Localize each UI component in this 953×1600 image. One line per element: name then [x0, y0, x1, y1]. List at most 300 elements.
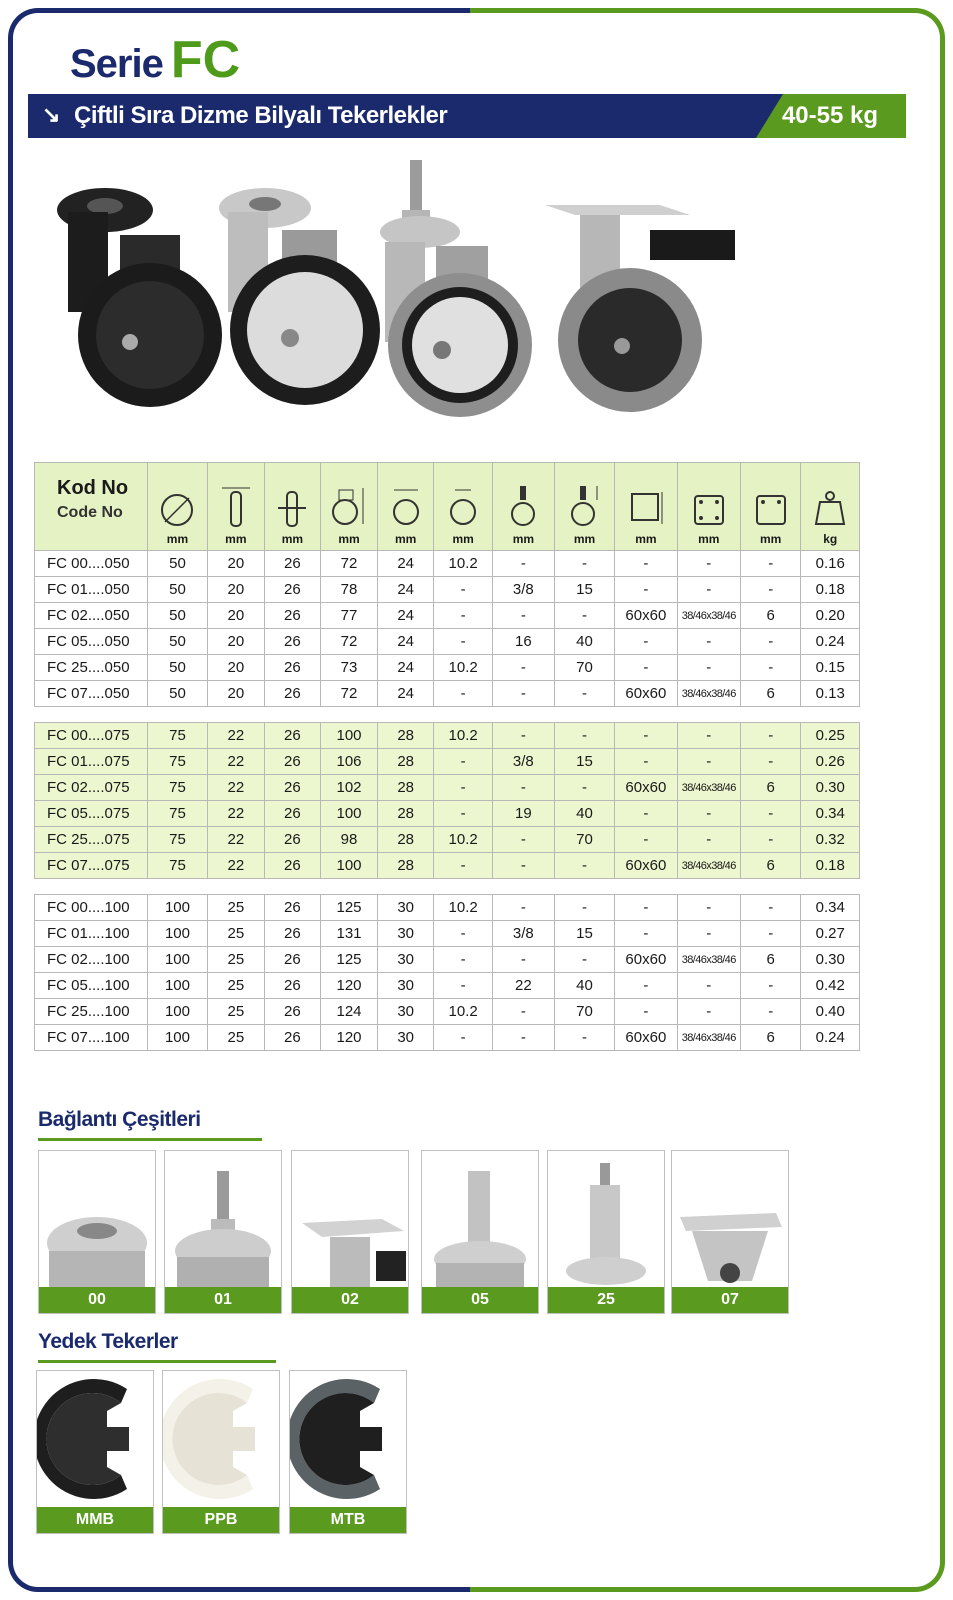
caster-threaded-stem-image	[380, 160, 532, 417]
page-title	[70, 30, 240, 90]
value-cell: 0.32	[801, 827, 860, 853]
value-cell: 30	[377, 999, 434, 1025]
value-cell: -	[554, 723, 614, 749]
value-cell: -	[615, 629, 677, 655]
connection-type-image	[548, 1151, 664, 1287]
value-cell: -	[492, 603, 554, 629]
spare-wheels-title: Yedek Tekerler	[38, 1330, 178, 1353]
value-cell: 26	[264, 895, 321, 921]
spare-wheel-image	[163, 1371, 279, 1507]
value-cell: 0.24	[801, 629, 860, 655]
load-capacity: 40-55 kg	[781, 102, 878, 129]
connection-type-tile	[421, 1150, 539, 1314]
hole-spacing-icon	[689, 488, 729, 528]
value-cell: 73	[321, 655, 378, 681]
value-cell: -	[554, 947, 614, 973]
value-cell: -	[677, 749, 740, 775]
unit-label: mm	[698, 532, 720, 546]
col-axle-length	[264, 463, 321, 551]
value-cell: -	[677, 655, 740, 681]
value-cell: 25	[208, 973, 265, 999]
spare-wheel-image	[37, 1371, 153, 1507]
value-cell: 25	[208, 999, 265, 1025]
connection-type-tile	[671, 1150, 789, 1314]
value-cell: -	[434, 749, 492, 775]
table-group-spacer	[35, 879, 860, 895]
code-cell: FC 25....050	[35, 655, 148, 681]
connection-type-tile	[164, 1150, 282, 1314]
value-cell: 24	[377, 629, 434, 655]
value-cell: 24	[377, 603, 434, 629]
value-cell: 40	[554, 801, 614, 827]
value-cell: -	[677, 999, 740, 1025]
value-cell: 60x60	[615, 1025, 677, 1051]
value-cell: -	[554, 551, 614, 577]
value-cell: 38/46x38/46	[677, 775, 740, 801]
connection-type-label: 05	[422, 1287, 538, 1313]
connection-type-label: 00	[39, 1287, 155, 1313]
value-cell: 72	[321, 551, 378, 577]
plate-size-icon	[626, 488, 666, 528]
unit-label: kg	[823, 532, 838, 546]
value-cell: 6	[740, 775, 801, 801]
value-cell: 26	[264, 801, 321, 827]
title-series-code: FC	[170, 31, 241, 89]
value-cell: 26	[264, 853, 321, 879]
table-group-spacer	[35, 707, 860, 723]
value-cell: -	[677, 827, 740, 853]
value-cell: 70	[554, 999, 614, 1025]
value-cell: 28	[377, 723, 434, 749]
value-cell: 16	[492, 629, 554, 655]
value-cell: 0.30	[801, 947, 860, 973]
value-cell: 15	[554, 921, 614, 947]
value-cell: -	[492, 681, 554, 707]
value-cell: 19	[492, 801, 554, 827]
code-cell: FC 02....050	[35, 603, 148, 629]
value-cell: -	[740, 551, 801, 577]
value-cell: -	[554, 775, 614, 801]
value-cell: 6	[740, 681, 801, 707]
axle-length-icon	[274, 484, 310, 528]
value-cell: -	[434, 775, 492, 801]
value-cell: 10.2	[434, 999, 492, 1025]
value-cell: 0.30	[801, 775, 860, 801]
value-cell: 25	[208, 947, 265, 973]
value-cell: 28	[377, 775, 434, 801]
value-cell: 40	[554, 973, 614, 999]
value-cell: -	[677, 629, 740, 655]
value-cell: 26	[264, 1025, 321, 1051]
value-cell: 26	[264, 551, 321, 577]
table-row	[35, 681, 860, 707]
specification-table	[34, 462, 860, 1051]
value-cell: 100	[321, 723, 378, 749]
col-hole-spacing	[677, 463, 740, 551]
value-cell: 0.34	[801, 895, 860, 921]
value-cell: 22	[492, 973, 554, 999]
value-cell: -	[615, 723, 677, 749]
value-cell: 125	[321, 895, 378, 921]
value-cell: 75	[147, 827, 207, 853]
value-cell: -	[677, 577, 740, 603]
spare-wheel-tile	[289, 1370, 407, 1534]
unit-label: mm	[573, 532, 596, 546]
value-cell: -	[740, 999, 801, 1025]
value-cell: 75	[147, 749, 207, 775]
value-cell: -	[677, 551, 740, 577]
spare-wheel-tile	[36, 1370, 154, 1534]
value-cell: -	[434, 921, 492, 947]
value-cell: -	[492, 827, 554, 853]
value-cell: 26	[264, 973, 321, 999]
value-cell: 26	[264, 681, 321, 707]
weight-icon	[812, 488, 848, 528]
caster-group-image	[50, 150, 750, 420]
banner-subtitle: Çiftli Sıra Dizme Bilyalı Tekerlekler	[74, 102, 448, 129]
value-cell: 60x60	[615, 681, 677, 707]
value-cell: -	[554, 603, 614, 629]
arrow-down-right-icon: ↘	[42, 102, 61, 127]
value-cell: 75	[147, 853, 207, 879]
value-cell: -	[434, 1025, 492, 1051]
offset-icon	[388, 484, 424, 528]
code-cell: FC 00....075	[35, 723, 148, 749]
value-cell: 30	[377, 973, 434, 999]
value-cell: -	[434, 577, 492, 603]
value-cell: 10.2	[434, 655, 492, 681]
overall-height-icon	[329, 484, 369, 528]
table-row	[35, 603, 860, 629]
value-cell: 50	[147, 577, 207, 603]
code-cell: FC 00....100	[35, 895, 148, 921]
thread-length-icon	[567, 484, 603, 528]
table-row	[35, 947, 860, 973]
value-cell: 124	[321, 999, 378, 1025]
connection-type-tile	[38, 1150, 156, 1314]
caster-plate-brake-image	[545, 205, 735, 412]
value-cell: -	[492, 1025, 554, 1051]
value-cell: -	[554, 853, 614, 879]
value-cell: -	[434, 603, 492, 629]
value-cell: 20	[208, 603, 265, 629]
value-cell: -	[615, 895, 677, 921]
value-cell: 60x60	[615, 853, 677, 879]
value-cell: 20	[208, 551, 265, 577]
col-thread-size	[492, 463, 554, 551]
subtitle-banner	[28, 94, 906, 138]
value-cell: 20	[208, 629, 265, 655]
connection-type-label: 02	[292, 1287, 408, 1313]
table-row	[35, 921, 860, 947]
value-cell: 102	[321, 775, 378, 801]
value-cell: 26	[264, 629, 321, 655]
value-cell: 20	[208, 577, 265, 603]
table-row	[35, 577, 860, 603]
col-offset	[377, 463, 434, 551]
spare-wheel-label: MTB	[290, 1507, 406, 1533]
value-cell: -	[740, 801, 801, 827]
value-cell: 30	[377, 895, 434, 921]
code-cell: FC 02....100	[35, 947, 148, 973]
unit-label: mm	[635, 532, 657, 546]
code-cell: FC 05....100	[35, 973, 148, 999]
value-cell: 22	[208, 723, 265, 749]
code-header-subtitle: Code No	[57, 504, 123, 521]
value-cell: 106	[321, 749, 378, 775]
value-cell: 0.18	[801, 853, 860, 879]
hole-diameter-icon	[751, 488, 791, 528]
value-cell: 22	[208, 749, 265, 775]
value-cell: -	[615, 655, 677, 681]
table-row	[35, 801, 860, 827]
value-cell: 26	[264, 999, 321, 1025]
value-cell: 6	[740, 1025, 801, 1051]
value-cell: 28	[377, 853, 434, 879]
col-overall-height	[321, 463, 378, 551]
value-cell: -	[740, 629, 801, 655]
value-cell: -	[615, 577, 677, 603]
thread-size-icon	[505, 484, 541, 528]
value-cell: 0.20	[801, 603, 860, 629]
unit-label: mm	[338, 532, 360, 546]
code-cell: FC 01....075	[35, 749, 148, 775]
col-wheel-width	[208, 463, 265, 551]
value-cell: 6	[740, 853, 801, 879]
value-cell: 24	[377, 551, 434, 577]
value-cell: 25	[208, 921, 265, 947]
code-cell: FC 00....050	[35, 551, 148, 577]
value-cell: 30	[377, 1025, 434, 1051]
value-cell: 100	[147, 947, 207, 973]
value-cell: -	[492, 775, 554, 801]
col-plate-size	[615, 463, 677, 551]
value-cell: -	[492, 551, 554, 577]
connection-type-image	[672, 1151, 788, 1287]
value-cell: 24	[377, 681, 434, 707]
value-cell: -	[554, 895, 614, 921]
value-cell: 3/8	[492, 577, 554, 603]
value-cell: 26	[264, 577, 321, 603]
value-cell: 75	[147, 723, 207, 749]
unit-label: mm	[281, 532, 304, 546]
value-cell: 100	[321, 801, 378, 827]
table-row	[35, 749, 860, 775]
value-cell: -	[434, 629, 492, 655]
table-row	[35, 629, 860, 655]
value-cell: 38/46x38/46	[677, 853, 740, 879]
value-cell: -	[740, 723, 801, 749]
connection-type-image	[39, 1151, 155, 1287]
value-cell: -	[615, 749, 677, 775]
value-cell: 75	[147, 775, 207, 801]
value-cell: 20	[208, 655, 265, 681]
value-cell: 50	[147, 603, 207, 629]
value-cell: 25	[208, 1025, 265, 1051]
value-cell: -	[554, 681, 614, 707]
table-row	[35, 551, 860, 577]
value-cell: -	[492, 895, 554, 921]
connection-type-tile	[547, 1150, 665, 1314]
col-hole-diameter	[740, 463, 801, 551]
value-cell: -	[434, 973, 492, 999]
value-cell: 72	[321, 629, 378, 655]
value-cell: -	[492, 655, 554, 681]
unit-label: mm	[166, 532, 189, 546]
value-cell: 6	[740, 603, 801, 629]
value-cell: 6	[740, 947, 801, 973]
value-cell: 22	[208, 801, 265, 827]
value-cell: -	[615, 801, 677, 827]
value-cell: -	[740, 827, 801, 853]
value-cell: -	[615, 999, 677, 1025]
value-cell: 22	[208, 827, 265, 853]
connections-title-underline	[38, 1138, 262, 1141]
value-cell: 0.18	[801, 577, 860, 603]
code-cell: FC 05....075	[35, 801, 148, 827]
value-cell: 20	[208, 681, 265, 707]
value-cell: 28	[377, 827, 434, 853]
value-cell: 100	[147, 973, 207, 999]
value-cell: -	[492, 947, 554, 973]
value-cell: 24	[377, 577, 434, 603]
value-cell: 60x60	[615, 775, 677, 801]
value-cell: -	[740, 921, 801, 947]
value-cell: 60x60	[615, 947, 677, 973]
value-cell: 131	[321, 921, 378, 947]
value-cell: 70	[554, 827, 614, 853]
table-row	[35, 775, 860, 801]
code-cell: FC 01....050	[35, 577, 148, 603]
value-cell: -	[554, 1025, 614, 1051]
unit-label: mm	[395, 532, 417, 546]
value-cell: 30	[377, 921, 434, 947]
table-header-row	[35, 463, 860, 551]
code-cell: FC 05....050	[35, 629, 148, 655]
value-cell: 28	[377, 749, 434, 775]
value-cell: -	[740, 577, 801, 603]
code-header-title: Kod No	[57, 477, 129, 499]
value-cell: -	[434, 681, 492, 707]
table-row	[35, 1025, 860, 1051]
value-cell: 100	[147, 921, 207, 947]
code-cell: FC 01....100	[35, 921, 148, 947]
code-cell: FC 07....100	[35, 1025, 148, 1051]
table-row	[35, 973, 860, 999]
value-cell: 70	[554, 655, 614, 681]
value-cell: -	[677, 921, 740, 947]
value-cell: 0.40	[801, 999, 860, 1025]
connection-type-tile	[291, 1150, 409, 1314]
value-cell: -	[740, 749, 801, 775]
connections-title: Bağlantı Çeşitleri	[38, 1108, 201, 1131]
value-cell: -	[434, 947, 492, 973]
value-cell: -	[677, 973, 740, 999]
code-cell: FC 02....075	[35, 775, 148, 801]
table-row	[35, 999, 860, 1025]
value-cell: 38/46x38/46	[677, 947, 740, 973]
value-cell: 50	[147, 629, 207, 655]
value-cell: 15	[554, 577, 614, 603]
value-cell: 3/8	[492, 749, 554, 775]
value-cell: 10.2	[434, 723, 492, 749]
connection-type-label: 25	[548, 1287, 664, 1313]
value-cell: 3/8	[492, 921, 554, 947]
value-cell: 100	[147, 1025, 207, 1051]
value-cell: 78	[321, 577, 378, 603]
value-cell: 26	[264, 655, 321, 681]
value-cell: 100	[147, 895, 207, 921]
value-cell: 0.24	[801, 1025, 860, 1051]
value-cell: -	[492, 723, 554, 749]
code-cell: FC 07....050	[35, 681, 148, 707]
value-cell: 50	[147, 551, 207, 577]
table-row	[35, 827, 860, 853]
code-cell: FC 25....100	[35, 999, 148, 1025]
value-cell: 24	[377, 655, 434, 681]
col-bolt-hole	[434, 463, 492, 551]
connection-type-label: 07	[672, 1287, 788, 1313]
value-cell: -	[492, 853, 554, 879]
value-cell: -	[677, 801, 740, 827]
value-cell: -	[677, 723, 740, 749]
value-cell: -	[615, 973, 677, 999]
connection-type-image	[165, 1151, 281, 1287]
value-cell: 72	[321, 681, 378, 707]
value-cell: 38/46x38/46	[677, 1025, 740, 1051]
table-row	[35, 853, 860, 879]
spare-wheel-image	[290, 1371, 406, 1507]
col-weight	[801, 463, 860, 551]
value-cell: -	[492, 999, 554, 1025]
value-cell: 0.34	[801, 801, 860, 827]
wheel-width-icon	[218, 484, 254, 528]
value-cell: 0.15	[801, 655, 860, 681]
value-cell: 0.13	[801, 681, 860, 707]
table-row	[35, 895, 860, 921]
value-cell: 10.2	[434, 551, 492, 577]
value-cell: 75	[147, 801, 207, 827]
table-row	[35, 655, 860, 681]
caster-bolt-hole-image	[57, 188, 222, 407]
value-cell: 38/46x38/46	[677, 603, 740, 629]
value-cell: 26	[264, 775, 321, 801]
value-cell: -	[615, 551, 677, 577]
connection-type-image	[292, 1151, 408, 1287]
value-cell: 22	[208, 853, 265, 879]
value-cell: 50	[147, 655, 207, 681]
value-cell: 26	[264, 723, 321, 749]
value-cell: -	[434, 801, 492, 827]
value-cell: 30	[377, 947, 434, 973]
caster-stainless-bolt-hole-image	[219, 188, 380, 405]
code-cell: FC 25....075	[35, 827, 148, 853]
spare-wheel-label: PPB	[163, 1507, 279, 1533]
col-wheel-diameter	[147, 463, 207, 551]
spare-wheel-label: MMB	[37, 1507, 153, 1533]
spare-wheel-tile	[162, 1370, 280, 1534]
value-cell: 26	[264, 827, 321, 853]
table-row	[35, 723, 860, 749]
value-cell: 0.25	[801, 723, 860, 749]
value-cell: -	[615, 921, 677, 947]
value-cell: -	[740, 973, 801, 999]
unit-label: mm	[512, 532, 535, 546]
value-cell: 60x60	[615, 603, 677, 629]
spare-wheels-title-underline	[38, 1360, 276, 1363]
value-cell: 10.2	[434, 895, 492, 921]
value-cell: -	[677, 895, 740, 921]
